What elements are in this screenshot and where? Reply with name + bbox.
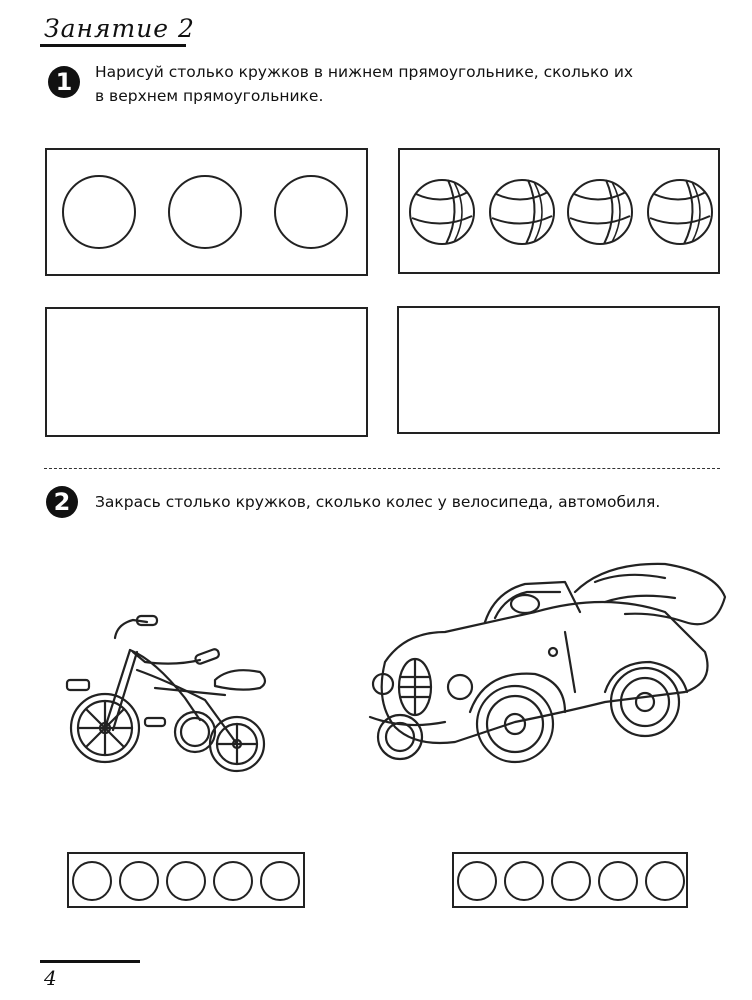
balls-group [400, 150, 722, 276]
ball-icon [568, 180, 632, 244]
task-1-text-line-1: Нарисуй столько кружков в нижнем прямоугольнике, сколько их [95, 63, 634, 81]
ball-icon [648, 180, 712, 244]
task-1-text-line-2: в верхнем прямоугольнике. [95, 87, 324, 105]
tricycle-circles [69, 854, 307, 910]
fill-circle[interactable] [167, 862, 205, 900]
ball-icon [490, 180, 554, 244]
task-1-instruction [95, 60, 633, 108]
top-left-rectangle [45, 148, 368, 276]
fill-circle[interactable] [73, 862, 111, 900]
dashed-divider [44, 468, 720, 469]
tricycle-icon [55, 610, 285, 780]
tricycle-circles-strip [67, 852, 305, 908]
fill-circle[interactable] [458, 862, 496, 900]
fill-circle[interactable] [261, 862, 299, 900]
fill-circle[interactable] [214, 862, 252, 900]
car-circles [454, 854, 690, 910]
page-number-line [40, 960, 140, 963]
ball-icon [410, 180, 474, 244]
circle-2 [169, 176, 241, 248]
circle-3 [275, 176, 347, 248]
bottom-left-drawing-rectangle[interactable] [45, 307, 368, 437]
task-2-number: 2 [46, 486, 78, 518]
car-icon [365, 552, 735, 772]
fill-circle[interactable] [505, 862, 543, 900]
fill-circle[interactable] [599, 862, 637, 900]
top-right-rectangle [398, 148, 720, 274]
bottom-right-drawing-rectangle[interactable] [397, 306, 720, 434]
circles-group [47, 150, 370, 278]
task-1-number: 1 [48, 66, 80, 98]
circle-1 [63, 176, 135, 248]
car-circles-strip [452, 852, 688, 908]
task-2-instruction: Закрась столько кружков, сколько колес у велосипеда, автомобиля. [95, 493, 661, 511]
fill-circle[interactable] [646, 862, 684, 900]
fill-circle[interactable] [120, 862, 158, 900]
fill-circle[interactable] [552, 862, 590, 900]
page-number: 4 [44, 966, 57, 990]
lesson-title: Занятие 2 [44, 14, 195, 43]
title-underline [40, 44, 186, 47]
